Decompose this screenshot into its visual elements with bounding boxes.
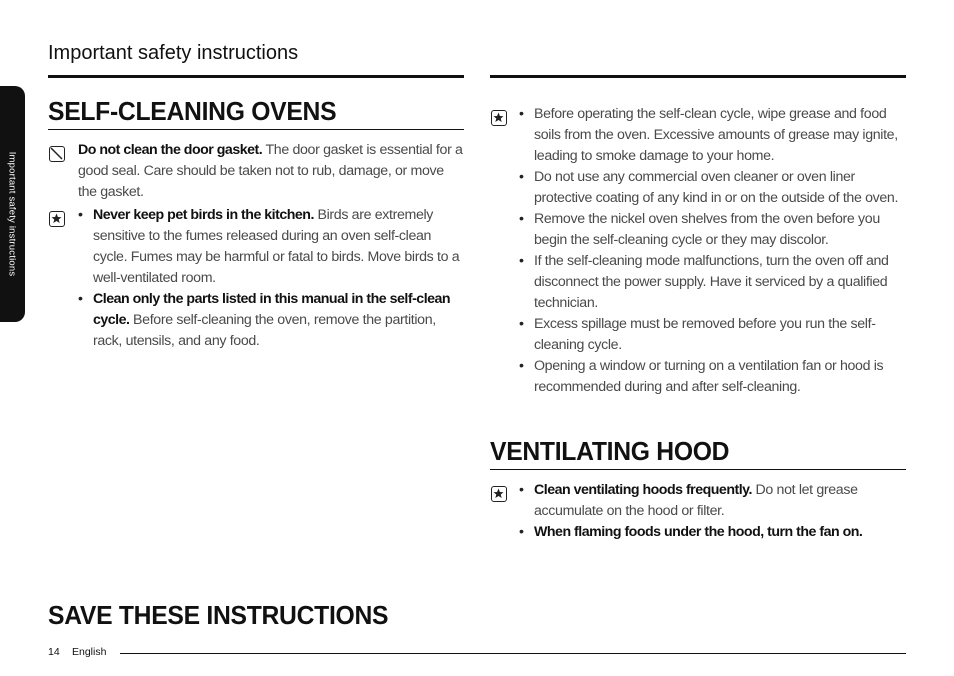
section-rule-self-cleaning: [48, 129, 464, 130]
self-clean-tips-list: [78, 205, 463, 352]
tip-bold: Clean only the parts listed in this manual in the self-clean cycle.: [93, 291, 451, 328]
list-item: • Do not use any commercial oven cleaner or oven liner protective coating of any kind in or on the outside of the oven.: [519, 167, 906, 209]
header-rule-right: [490, 75, 906, 78]
star-icon: [491, 110, 507, 126]
tip-text: Do not let grease accumulate on the hood or filter.: [534, 482, 858, 519]
header-rule-left: [48, 75, 464, 78]
list-item: • Remove the nickel oven shelves from the oven before you begin the self-cleaning cycle or they may discolor.: [519, 209, 906, 251]
no-symbol-icon: [49, 146, 65, 162]
gasket-note: [78, 140, 463, 203]
list-item: [519, 480, 906, 522]
ventilating-tips-list: [519, 480, 906, 543]
page-language: English: [72, 646, 107, 658]
list-item: [519, 522, 906, 543]
list-item: • Opening a window or turning on a ventilation fan or hood is recommended during and after self-cleaning.: [519, 356, 906, 398]
tip-bold: Never keep pet birds in the kitchen.: [93, 207, 314, 223]
section-title-self-cleaning: SELF-CLEANING OVENS: [48, 96, 337, 126]
star-icon: [49, 211, 65, 227]
list-item: • If the self-cleaning mode malfunctions, turn the oven off and disconnect the power supply. Have it serviced by a qualified technician.: [519, 251, 906, 314]
list-item: [78, 205, 463, 289]
tip-bold: Clean ventilating hoods frequently.: [534, 482, 752, 498]
star-icon: [491, 486, 507, 502]
gasket-note-text: The door gasket is essential for a good seal. Care should be taken not to rub, damage, or move the gasket.: [78, 142, 463, 200]
list-item: [78, 289, 463, 352]
page-number: 14: [48, 646, 60, 658]
tip-text: Birds are extremely sensitive to the fumes released during an oven self-clean cycle. Fumes may be harmful or fatal to birds. Move birds to a well-ventilated room.: [93, 207, 460, 286]
right-tips-list: [519, 104, 906, 398]
side-tab: [0, 86, 25, 322]
footer-rule: [120, 653, 906, 654]
gasket-note-bold: Do not clean the door gasket.: [78, 142, 263, 158]
section-title-ventilating: VENTILATING HOOD: [490, 436, 730, 466]
list-item: • Excess spillage must be removed before you run the self-cleaning cycle.: [519, 314, 906, 356]
section-rule-ventilating: [490, 469, 906, 470]
tip-bold: When flaming foods under the hood, turn the fan on.: [534, 524, 863, 540]
page-header-title: Important safety instructions: [48, 42, 299, 64]
save-instructions-title: SAVE THESE INSTRUCTIONS: [48, 600, 389, 630]
list-item: • Before operating the self-clean cycle, wipe grease and food soils from the oven. Excessive amounts of grease may ignite, leading to smoke damage to your home.: [519, 104, 906, 167]
tip-text: Before self-cleaning the oven, remove the partition, rack, utensils, and any food.: [93, 312, 436, 349]
side-tab-label: Important safety instructions: [6, 151, 18, 277]
